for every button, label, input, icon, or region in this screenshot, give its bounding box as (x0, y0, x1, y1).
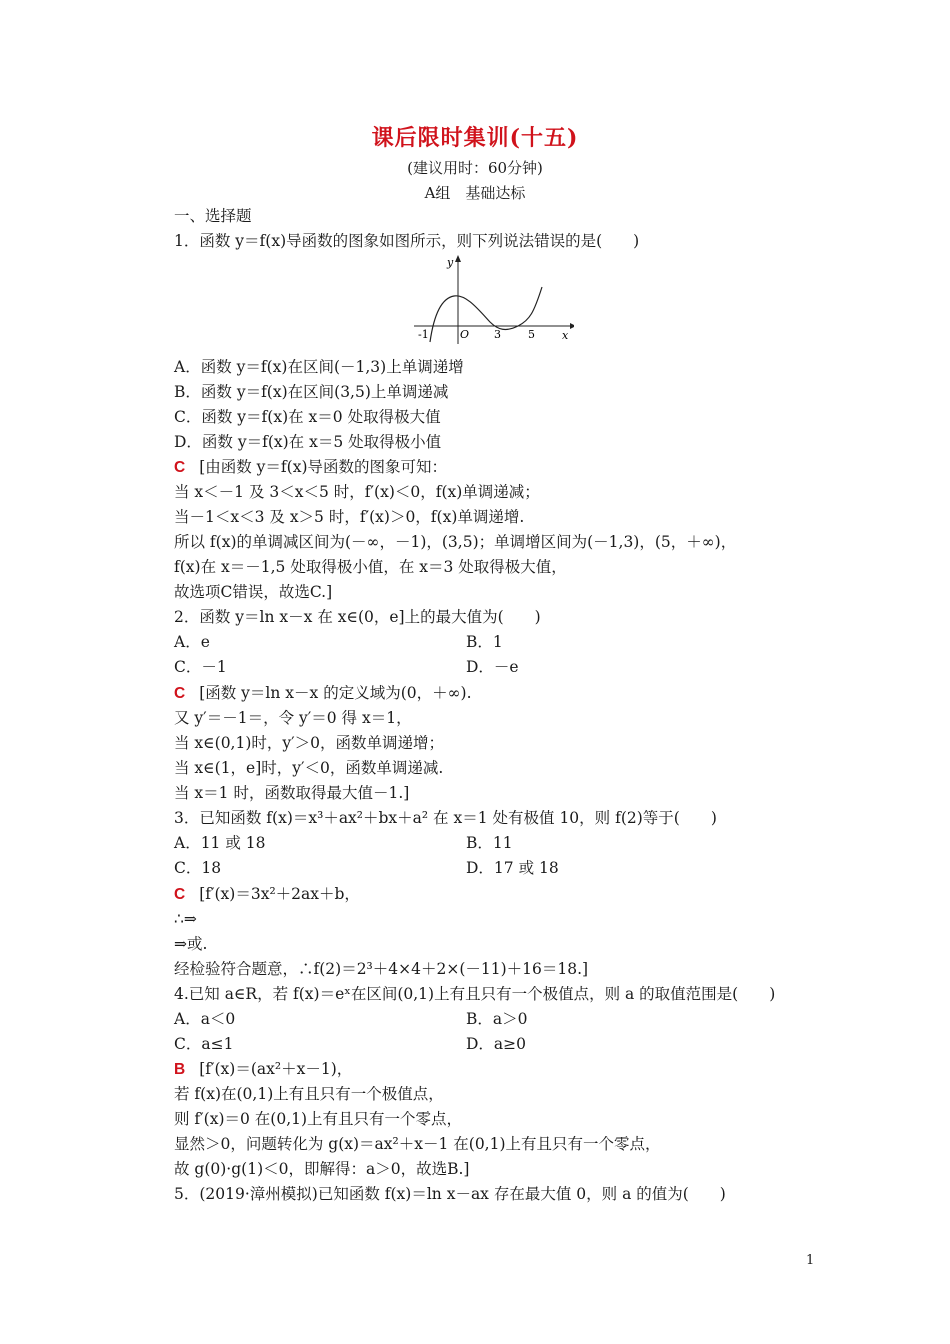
solution-line: 所以 f(x)的单调减区间为(－∞，－1)，(3,5)；单调增区间为(－1,3)，(5，＋∞)， (174, 533, 737, 551)
question-4-solution (174, 1059, 352, 1080)
x-axis-arrow (570, 323, 574, 329)
question-1-option: B．函数 y＝f(x)在区间(3,5)上单调递减 (174, 383, 449, 401)
tick-label: 3 (494, 328, 501, 341)
question-3-solution (174, 884, 360, 905)
question-2-solution (174, 683, 472, 704)
solution-line: 故选项C错误，故选C.] (174, 583, 333, 601)
question-2-stem: 2．函数 y＝ln x－x 在 x∈(0，e]上的最大值为( ) (174, 608, 541, 626)
solution-line: 若 f(x)在(0,1)上有且只有一个极值点， (174, 1085, 444, 1103)
question-1-stem: 1．函数 y＝f(x)导函数的图象如图所示，则下列说法错误的是( ) (174, 232, 640, 250)
solution-line: 当 x＝1 时，函数取得最大值－1.] (174, 784, 410, 802)
question-2-option: C．－1 (174, 658, 227, 676)
question-4-option: D．a≥0 (466, 1035, 527, 1053)
derivative-graph (414, 254, 574, 344)
solution-line: 经检验符合题意，∴f(2)＝2³＋4×4＋2×(－11)＋16＝18.] (174, 960, 589, 978)
solution-line: 当 x∈(1，e]时，y′＜0，函数单调递减. (174, 759, 444, 777)
solution-line: 当 x∈(0,1)时，y′＞0，函数单调递增； (174, 734, 445, 752)
answer-letter: C (174, 685, 186, 702)
question-3-option: C．18 (174, 859, 222, 877)
question-4-option: C．a≤1 (174, 1035, 234, 1053)
solution-line: ⇒或. (174, 935, 208, 953)
solution-line: 当 x＜－1 及 3＜x＜5 时，f′(x)＜0，f(x)单调递减； (174, 483, 540, 501)
question-1-option: D．函数 y＝f(x)在 x＝5 处取得极小值 (174, 433, 442, 451)
question-1-solution (174, 457, 447, 478)
question-3-option: B．11 (466, 834, 513, 852)
question-3-option: D．17 或 18 (466, 859, 559, 877)
solution-line: 又 y′＝－1＝，令 y′＝0 得 x＝1， (174, 709, 412, 727)
origin-label: O (460, 328, 470, 341)
solution-line: ∴⇒ (174, 910, 197, 928)
question-5-stem: 5．(2019·漳州模拟)已知函数 f(x)＝ln x－ax 存在最大值 0，则 a 的值为( ) (174, 1185, 726, 1203)
page-title: 课后限时集训(十五) (371, 125, 579, 151)
solution-line: 则 f′(x)＝0 在(0,1)上有且只有一个零点， (174, 1110, 463, 1128)
solution-line: 当－1＜x＜3 及 x＞5 时，f′(x)＞0，f(x)单调递增. (174, 508, 525, 526)
question-1-option: C．函数 y＝f(x)在 x＝0 处取得极大值 (174, 408, 441, 426)
section-heading: 一、选择题 (174, 207, 252, 225)
question-2-option: A．e (174, 633, 210, 651)
solution-line: f(x)在 x＝－1,5 处取得极小值，在 x＝3 处取得极大值， (174, 558, 567, 576)
solution-text: [f′(x)＝3x²＋2ax＋b， (199, 885, 360, 903)
question-2-option: B．1 (466, 633, 503, 651)
answer-letter: C (174, 886, 186, 903)
tick-label: -1 (418, 328, 429, 341)
page-number: 1 (806, 1253, 815, 1268)
question-2-option: D．－e (466, 658, 519, 676)
question-4-option: A．a＜0 (174, 1010, 236, 1028)
question-4-option: B．a＞0 (466, 1010, 528, 1028)
question-1-option: A．函数 y＝f(x)在区间(－1,3)上单调递增 (174, 358, 464, 376)
question-3-option: A．11 或 18 (174, 834, 266, 852)
derivative-curve (430, 287, 542, 342)
group-heading: A组 基础达标 (424, 184, 526, 202)
solution-text: [f′(x)＝(ax²＋x－1)， (199, 1060, 353, 1078)
answer-letter: C (174, 459, 186, 476)
y-axis-arrow (455, 255, 461, 262)
solution-text: [由函数 y＝f(x)导函数的图象可知： (199, 458, 448, 476)
solution-line: 显然＞0，问题转化为 g(x)＝ax²＋x－1 在(0,1)上有且只有一个零点， (174, 1135, 661, 1153)
solution-text: [函数 y＝ln x－x 的定义域为(0，＋∞). (199, 684, 472, 702)
suggested-time: (建议用时：60分钟) (407, 159, 543, 177)
y-axis-label: y (447, 256, 454, 269)
question-3-stem: 3．已知函数 f(x)＝x³＋ax²＋bx＋a² 在 x＝1 处有极值 10，则 f(2)等于( ) (174, 809, 717, 827)
answer-letter: B (174, 1061, 186, 1078)
tick-label: 5 (528, 328, 535, 341)
x-axis-label: x (562, 329, 569, 342)
question-4-stem: 4.已知 a∈R，若 f(x)＝eˣ在区间(0,1)上有且只有一个极值点，则 a 的取值范围是( ) (174, 985, 776, 1003)
solution-line: 故 g(0)·g(1)＜0，即解得：a＞0，故选B.] (174, 1160, 470, 1178)
